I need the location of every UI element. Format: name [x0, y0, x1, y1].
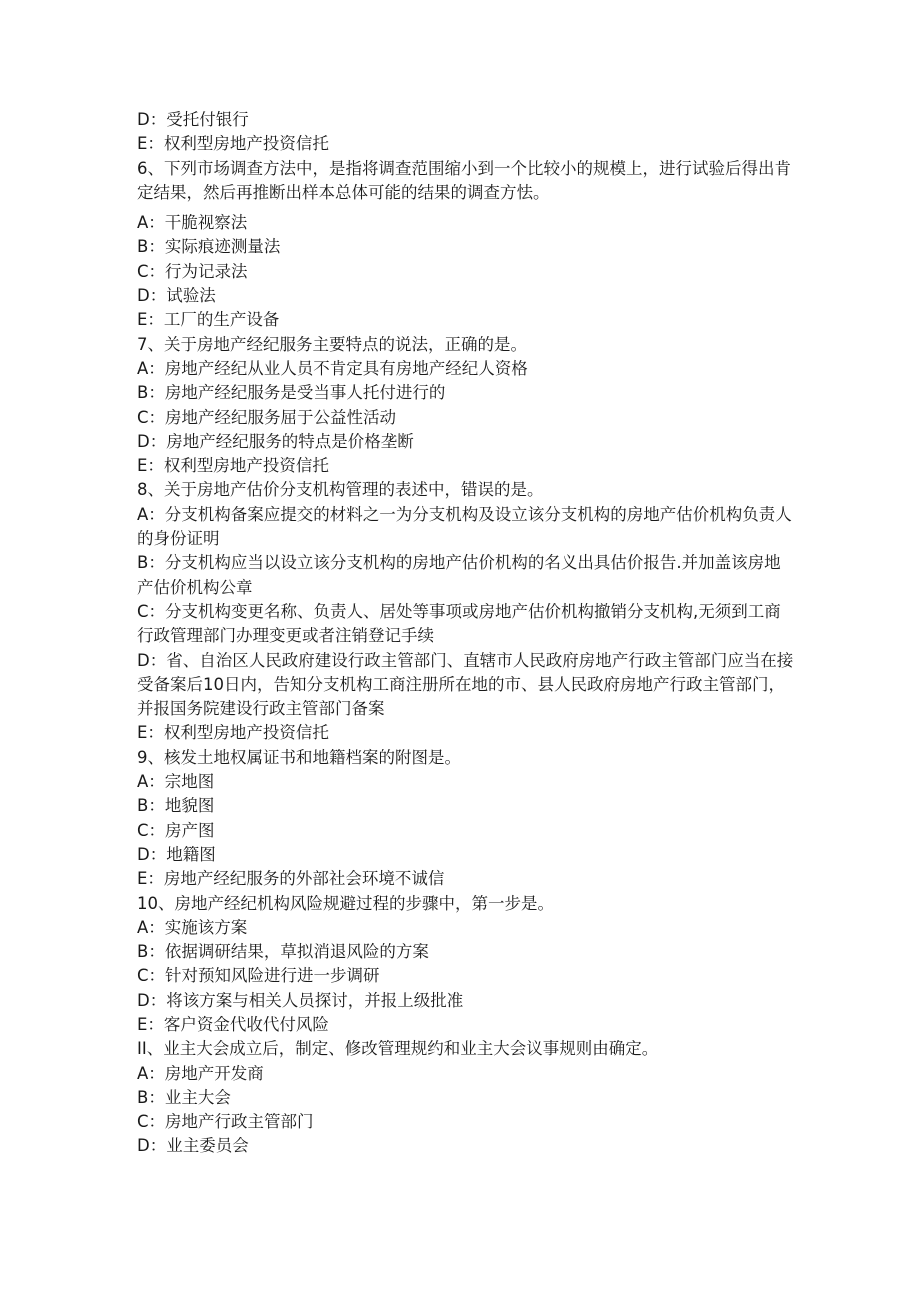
- option-e: E：工厂的生产设备: [137, 310, 280, 330]
- question-8: 8、关于房地产估价分支机构管理的表述中，错误的是。: [137, 480, 544, 500]
- option-b: B：实际痕迹测量法: [137, 237, 281, 257]
- option-d: D：省、自治区人民政府建设行政主管部门、直辖市人民政府房地产行政主管部门应当在接受备案后10日内，告知分支机构工商注册所在地的市、县人民政府房地产行政主管部门，并报国务院建设行政主管部门备案: [137, 650, 794, 719]
- option-b: B：依据调研结果，草拟消退风险的方案: [137, 942, 429, 962]
- question-11: II、业主大会成立后，制定、修改管理规约和业主大会议事规则由确定。: [137, 1039, 659, 1059]
- option-a: A：房地产经纪从业人员不肯定具有房地产经纪人资格: [137, 358, 528, 378]
- question-9: 9、核发土地权属证书和地籍档案的附图是。: [137, 747, 461, 767]
- question-6: 6、下列市场调查方法中，是指将调查范围缩小到一个比较小的规模上，进行试验后得出肯定结果，然后再推断出样本总体可能的结果的调查方怯。: [137, 158, 791, 202]
- option-d: D：房地产经纪服务的特点是价格垄断: [137, 431, 414, 451]
- option-d: D：将该方案与相关人员探讨，并报上级批准: [137, 990, 464, 1010]
- option-c: C：房地产经纪服务屈于公益性活动: [137, 407, 397, 427]
- option-a: A：实施该方案: [137, 917, 248, 937]
- option-b: B：业主大会: [137, 1087, 231, 1107]
- option-e: E：权利型房地产投资信托: [137, 134, 329, 154]
- option-c: C：针对预知风险进行进一步调研: [137, 966, 380, 986]
- option-a: A：宗地图: [137, 772, 215, 792]
- option-e: E：权利型房地产投资信托: [137, 723, 329, 743]
- option-a: A：房地产开发商: [137, 1063, 264, 1083]
- option-e: E：房地产经纪服务的外部社会环境不诚信: [137, 869, 445, 889]
- option-e: E：客户资金代收代付风险: [137, 1014, 329, 1034]
- option-d: D：试验法: [137, 286, 216, 306]
- question-10: 10、房地产经纪机构风险规避过程的步骤中，第一步是。: [137, 893, 554, 913]
- option-c: C：房产图: [137, 820, 215, 840]
- option-b: B：地貌图: [137, 796, 215, 816]
- option-d: D：业主委员会: [137, 1136, 249, 1156]
- option-c: C：分支机构变更名称、负责人、居处等事项或房地产估价机构撤销分支机构,无须到工商行政管理部门办理变更或者注销登记手续: [137, 601, 781, 646]
- option-a: A：干脆视察法: [137, 213, 248, 233]
- option-d: D：受托付银行: [137, 110, 249, 129]
- option-d: D：地籍图: [137, 844, 216, 864]
- question-7: 7、关于房地产经纪服务主要特点的说法，正确的是。: [137, 334, 527, 354]
- option-c: C：行为记录法: [137, 261, 248, 281]
- option-b: B：分支机构应当以设立该分支机构的房地产估价机构的名义出具估价报告.并加盖该房地产估价机构公章: [137, 553, 781, 597]
- option-c: C：房地产行政主管部门: [137, 1112, 314, 1132]
- option-a: A：分支机构备案应提交的材料之一为分支机构及设立该分支机构的房地产估价机构负责人的身份证明: [137, 504, 792, 549]
- document-page: [137, 108, 797, 1159]
- option-e: E：权利型房地产投资信托: [137, 456, 329, 476]
- option-b: B：房地产经纪服务是受当事人托付进行的: [137, 383, 446, 403]
